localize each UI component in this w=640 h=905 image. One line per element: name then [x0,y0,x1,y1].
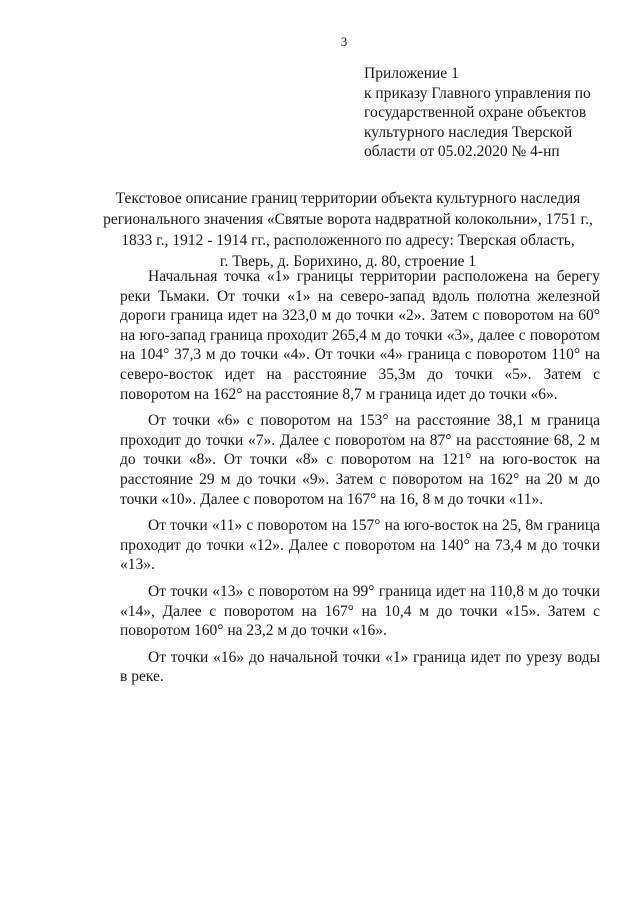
appendix-line: Приложение 1 [364,65,459,82]
appendix-line: к приказу Главного управления по [364,84,591,102]
paragraph: От точки «13» с поворотом на 99° граница идет на 110,8 м до точки «14», Далее с поворотом на 167° на 10,4 м до точки «15». Затем с поворотом 160° на 23,2 м до точки «16». [120,582,600,640]
paragraph: Начальная точка «1» границы территории расположена на берегу реки Тьмаки. От точки «1» на северо-запад вдоль полотна железной дороги граница идет на 323,0 м до точки «2». Затем с поворотом на 60° на юго-запад граница проходит 265,4 м до точки «3», далее с поворотом на 104° 37,3 м до точки «4». От точки «4» граница с поворотом 110° на северо-восток идет на расстояние 35,3м до точки «5». Затем с поворотом на 162° на расстояние 8,7 м граница идет до точки «6». [120,268,600,403]
appendix-header [364,64,626,162]
paragraph: От точки «6» с поворотом на 153° на расстояние 38,1 м граница проходит до точки «7». Далее с поворотом на 87° на расстояние 68, 2 м до точки «8». От точки «8» с поворотом на 121° на юго-восток на расстояние 29 м до точки «9». Затем с поворотом на 162° на 20 м до точки «10». Далее с поворотом на 167° на 16, 8 м до точки «11». [120,412,600,508]
paragraph: От точки «11» с поворотом на 157° на юго-восток на 25, 8м граница проходит до точки «12». Далее с поворотом на 140° на 73,4 м до точки «13». [120,517,600,574]
paragraph: От точки «16» до начальной точки «1» граница идет по урезу воды в реке. [120,648,600,686]
title-line: Текстовое описание границ территории объекта культурного наследия [115,190,581,207]
document-body [120,267,600,694]
appendix-line: культурного наследия Тверской [364,123,573,141]
appendix-line: государственной охране объектов [364,104,587,121]
title-line: г. Тверь, д. Борихино, д. 80, строение 1 [219,253,477,270]
title-line: 1833 г., 1912 - 1914 гг., расположенного по адресу: Тверская область, [121,232,575,249]
document-title [88,188,608,272]
page-number: 3 [340,34,348,49]
appendix-line: области от 05.02.2020 № 4-нп [364,143,560,160]
title-line: регионального значения «Святые ворота надвратной колокольни», 1751 г., [103,211,593,228]
